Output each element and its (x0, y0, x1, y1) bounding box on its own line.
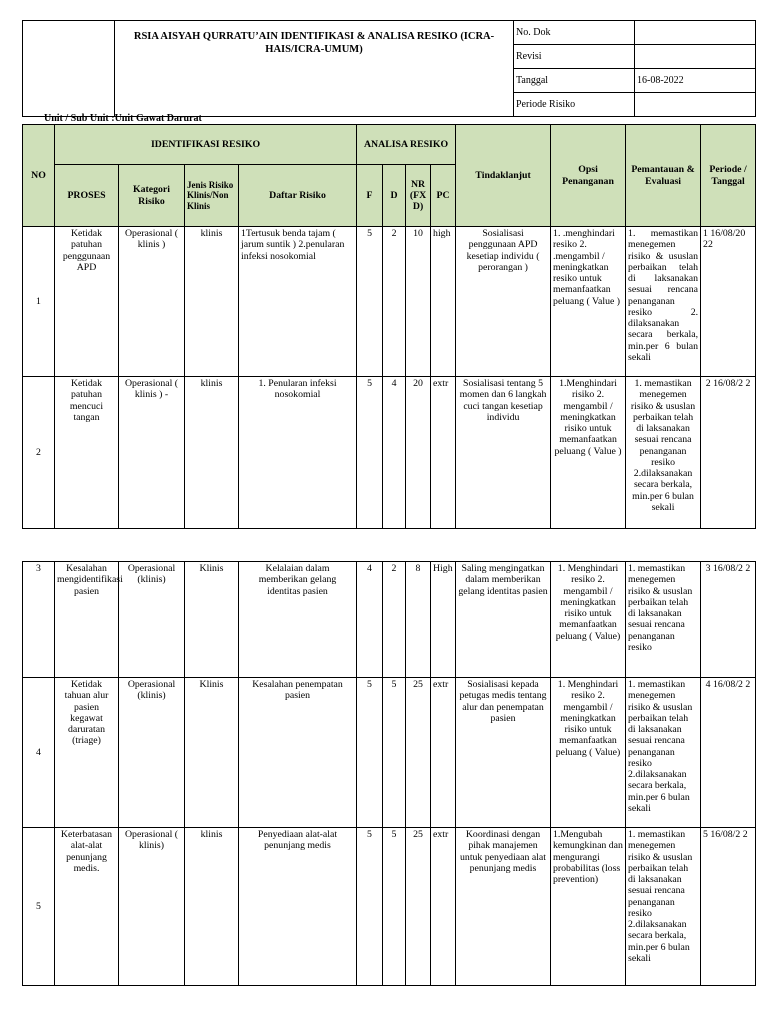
col-header-analisa: ANALISA RESIKO (357, 125, 456, 165)
row-daftar: Penyediaan alat-alat penunjang medis (239, 828, 357, 986)
row-proses: Kesalahan mengidentifikasi pasien (55, 562, 119, 678)
table-row (23, 828, 756, 986)
row-proses: Ketidak patuhan mencuci tangan (55, 377, 119, 529)
row-d: 4 (383, 377, 406, 529)
row-opsi: 1. .menghindari resiko 2. .mengambil / meningkatkan resiko untuk memanfaatkan peluang ( Value ) (551, 227, 626, 377)
row-kategori: Operasional ( klinis) (119, 828, 185, 986)
field-value-tanggal: 16-08-2022 (635, 69, 756, 93)
row-nr: 25 (406, 828, 431, 986)
row-tindaklanjut: Sosialisasi kepada petugas medis tentang alur dan penempatan pasien (456, 678, 551, 828)
row-nr: 10 (406, 227, 431, 377)
row-tindaklanjut: Saling mengingatkan dalam memberikan gelang identitas pasien (456, 562, 551, 678)
col-header-pemantauan: Pemantauan & Evaluasi (626, 125, 701, 227)
row-pemantauan: 1. memastikan menegemen risiko & ususlan perbaikan telah di laksanakan sesuai rencana penanganan resiko 2.dilaksanakan secara berkala, min.per 6 bulan sekali (626, 828, 701, 986)
row-kategori: Operasional ( klinis ) - (119, 377, 185, 529)
field-value-no-dok (635, 21, 756, 45)
row-kategori: Operasional (klinis) (119, 562, 185, 678)
unit-line: Unit / Sub Unit :Unit Gawat Darurat (44, 113, 202, 124)
table-row (23, 377, 756, 529)
risk-table-page-2 (22, 561, 756, 986)
row-pc: High (431, 562, 456, 678)
row-pemantauan: 1. memastikan menegemen risiko & ususlan perbaikan telah di laksanakan sesuai rencana penanganan resiko 2.dilaksanakan secara berkala, min.per 6 bulan sekali (626, 377, 701, 529)
row-f: 5 (357, 227, 383, 377)
row-no: 4 (23, 678, 55, 828)
row-pemantauan: 1. memastikan menegemen risiko & ususlan perbaikan telah di laksanakan sesuai rencana penanganan resiko 2.dilaksanakan secara berkala, min.per 6 bulan sekali (626, 678, 701, 828)
field-value-periode-risiko (635, 93, 756, 117)
row-periode: 5 16/08/2 2 (701, 828, 756, 986)
row-opsi: 1. Menghindari resiko 2. mengambil / meningkatkan risiko untuk memanfaatkan peluang ( Value) (551, 678, 626, 828)
row-periode: 2 16/08/2 2 (701, 377, 756, 529)
field-value-revisi (635, 45, 756, 69)
row-nr: 8 (406, 562, 431, 678)
row-opsi: 1.Menghindari risiko 2. mengambil / meningkatkan risiko untuk memanfaatkan peluang ( Value ) (551, 377, 626, 529)
row-kategori: Operasional ( klinis ) (119, 227, 185, 377)
row-daftar: 1. Penularan infeksi nosokomial (239, 377, 357, 529)
col-header-nr: NR (FX D) (406, 165, 431, 227)
row-daftar: Kelalaian dalam memberikan gelang identitas pasien (239, 562, 357, 678)
table-row (23, 562, 756, 678)
col-header-opsi: Opsi Penanganan (551, 125, 626, 227)
row-opsi: 1.Mengubah kemungkinan dan mengurangi probabilitas (loss prevention) (551, 828, 626, 986)
field-label-no-dok: No. Dok (514, 21, 635, 45)
row-kategori: Operasional (klinis) (119, 678, 185, 828)
col-header-daftar: Daftar Risiko (239, 165, 357, 227)
risk-table-page-1 (22, 124, 756, 529)
col-header-proses: PROSES (55, 165, 119, 227)
row-nr: 20 (406, 377, 431, 529)
row-daftar: Kesalahan penempatan pasien (239, 678, 357, 828)
row-jenis: klinis (185, 828, 239, 986)
logo-cell (23, 21, 115, 117)
row-proses: Keterbatasan alat-alat penunjang medis. (55, 828, 119, 986)
col-header-jenis: Jenis Risiko Klinis/Non Klinis (185, 165, 239, 227)
row-periode: 3 16/08/2 2 (701, 562, 756, 678)
row-pc: high (431, 227, 456, 377)
row-periode: 4 16/08/2 2 (701, 678, 756, 828)
row-d: 2 (383, 562, 406, 678)
col-header-periode: Periode / Tanggal (701, 125, 756, 227)
col-header-tindaklanjut: Tindaklanjut (456, 125, 551, 227)
row-f: 4 (357, 562, 383, 678)
document-title: RSIA AISYAH QURRATU’AIN IDENTIFIKASI & ANALISA RESIKO (ICRA-HAIS/ICRA-UMUM) (115, 21, 514, 117)
col-header-f: F (357, 165, 383, 227)
row-no: 2 (23, 377, 55, 529)
row-proses: Ketidak patuhan penggunaan APD (55, 227, 119, 377)
row-tindaklanjut: Koordinasi dengan pihak manajemen untuk penyediaan alat penunjang medis (456, 828, 551, 986)
row-no: 1 (23, 227, 55, 377)
row-no: 5 (23, 828, 55, 986)
row-tindaklanjut: Sosialisasi penggunaan APD kesetiap individu ( perorangan ) (456, 227, 551, 377)
row-f: 5 (357, 828, 383, 986)
row-nr: 25 (406, 678, 431, 828)
col-header-d: D (383, 165, 406, 227)
row-pc: extr (431, 678, 456, 828)
row-tindaklanjut: Sosialisasi tentang 5 momen dan 6 langkah cuci tangan kesetiap individu (456, 377, 551, 529)
row-no: 3 (23, 562, 55, 678)
row-opsi: 1. Menghindari resiko 2. mengambil / meningkatkan risiko untuk memanfaatkan peluang ( Value) (551, 562, 626, 678)
col-header-pc: PC (431, 165, 456, 227)
row-periode: 1 16/08/20 22 (701, 227, 756, 377)
row-jenis: Klinis (185, 678, 239, 828)
col-header-no: NO (23, 125, 55, 227)
row-pc: extr (431, 828, 456, 986)
row-f: 5 (357, 377, 383, 529)
row-jenis: klinis (185, 377, 239, 529)
field-label-periode-risiko: Periode Risiko (514, 93, 635, 117)
row-d: 5 (383, 828, 406, 986)
field-label-revisi: Revisi (514, 45, 635, 69)
row-jenis: Klinis (185, 562, 239, 678)
row-f: 5 (357, 678, 383, 828)
row-pc: extr (431, 377, 456, 529)
document-header (22, 20, 756, 117)
row-proses: Ketidak tahuan alur pasien kegawat daruratan (triage) (55, 678, 119, 828)
row-d: 5 (383, 678, 406, 828)
row-d: 2 (383, 227, 406, 377)
field-label-tanggal: Tanggal (514, 69, 635, 93)
table-row (23, 678, 756, 828)
table-row (23, 227, 756, 377)
col-header-kategori: Kategori Risiko (119, 165, 185, 227)
row-jenis: klinis (185, 227, 239, 377)
row-pemantauan: 1. memastikan menegemen risiko & ususlan perbaikan telah di laksanakan sesuai rencana penanganan resiko (626, 562, 701, 678)
col-header-identifikasi: IDENTIFIKASI RESIKO (55, 125, 357, 165)
row-pemantauan: 1. memastikan menegemen risiko & ususlan perbaikan telah di laksanakan sesuai rencana penanganan resiko 2. dilaksanakan secara berkala, min.per 6 bulan sekali (626, 227, 701, 377)
row-daftar: 1Tertusuk benda tajam ( jarum suntik ) 2.penularan infeksi nosokomial (239, 227, 357, 377)
